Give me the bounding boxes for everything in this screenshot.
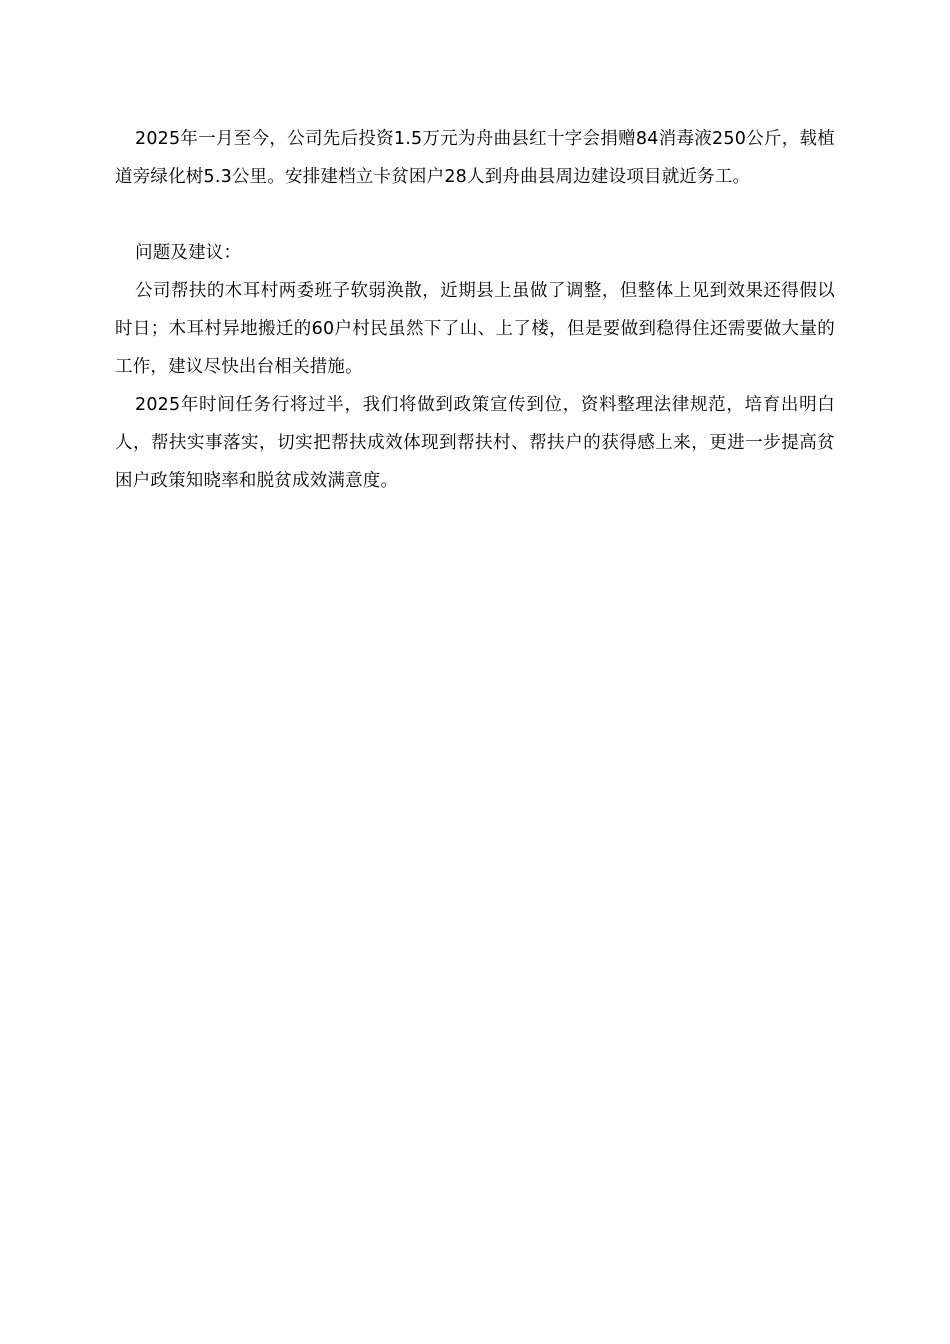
paragraph-issues-detail: 公司帮扶的木耳村两委班子软弱涣散，近期县上虽做了调整，但整体上见到效果还得假以时日；木耳村异地搬迁的60户村民虽然下了山、上了楼，但是要做到稳得住还需要做大量的工作，建议尽快出台相关措施。: [115, 281, 835, 377]
paragraph-investment-summary: 2025年一月至今，公司先后投资1.5万元为舟曲县红十字会捐赠84消毒液250公斤，载植道旁绿化树5.3公里。安排建档立卡贫困户28人到舟曲县周边建设项目就近务工。: [115, 129, 835, 187]
paragraph-issues-heading: 问题及建议：: [135, 243, 242, 263]
paragraph-future-plan: 2025年时间任务行将过半，我们将做到政策宣传到位，资料整理法律规范，培育出明白人，帮扶实事落实，切实把帮扶成效体现到帮扶村、帮扶户的获得感上来，更进一步提高贫困户政策知晓率和脱贫成效满意度。: [115, 395, 835, 491]
document-body: [115, 120, 835, 500]
